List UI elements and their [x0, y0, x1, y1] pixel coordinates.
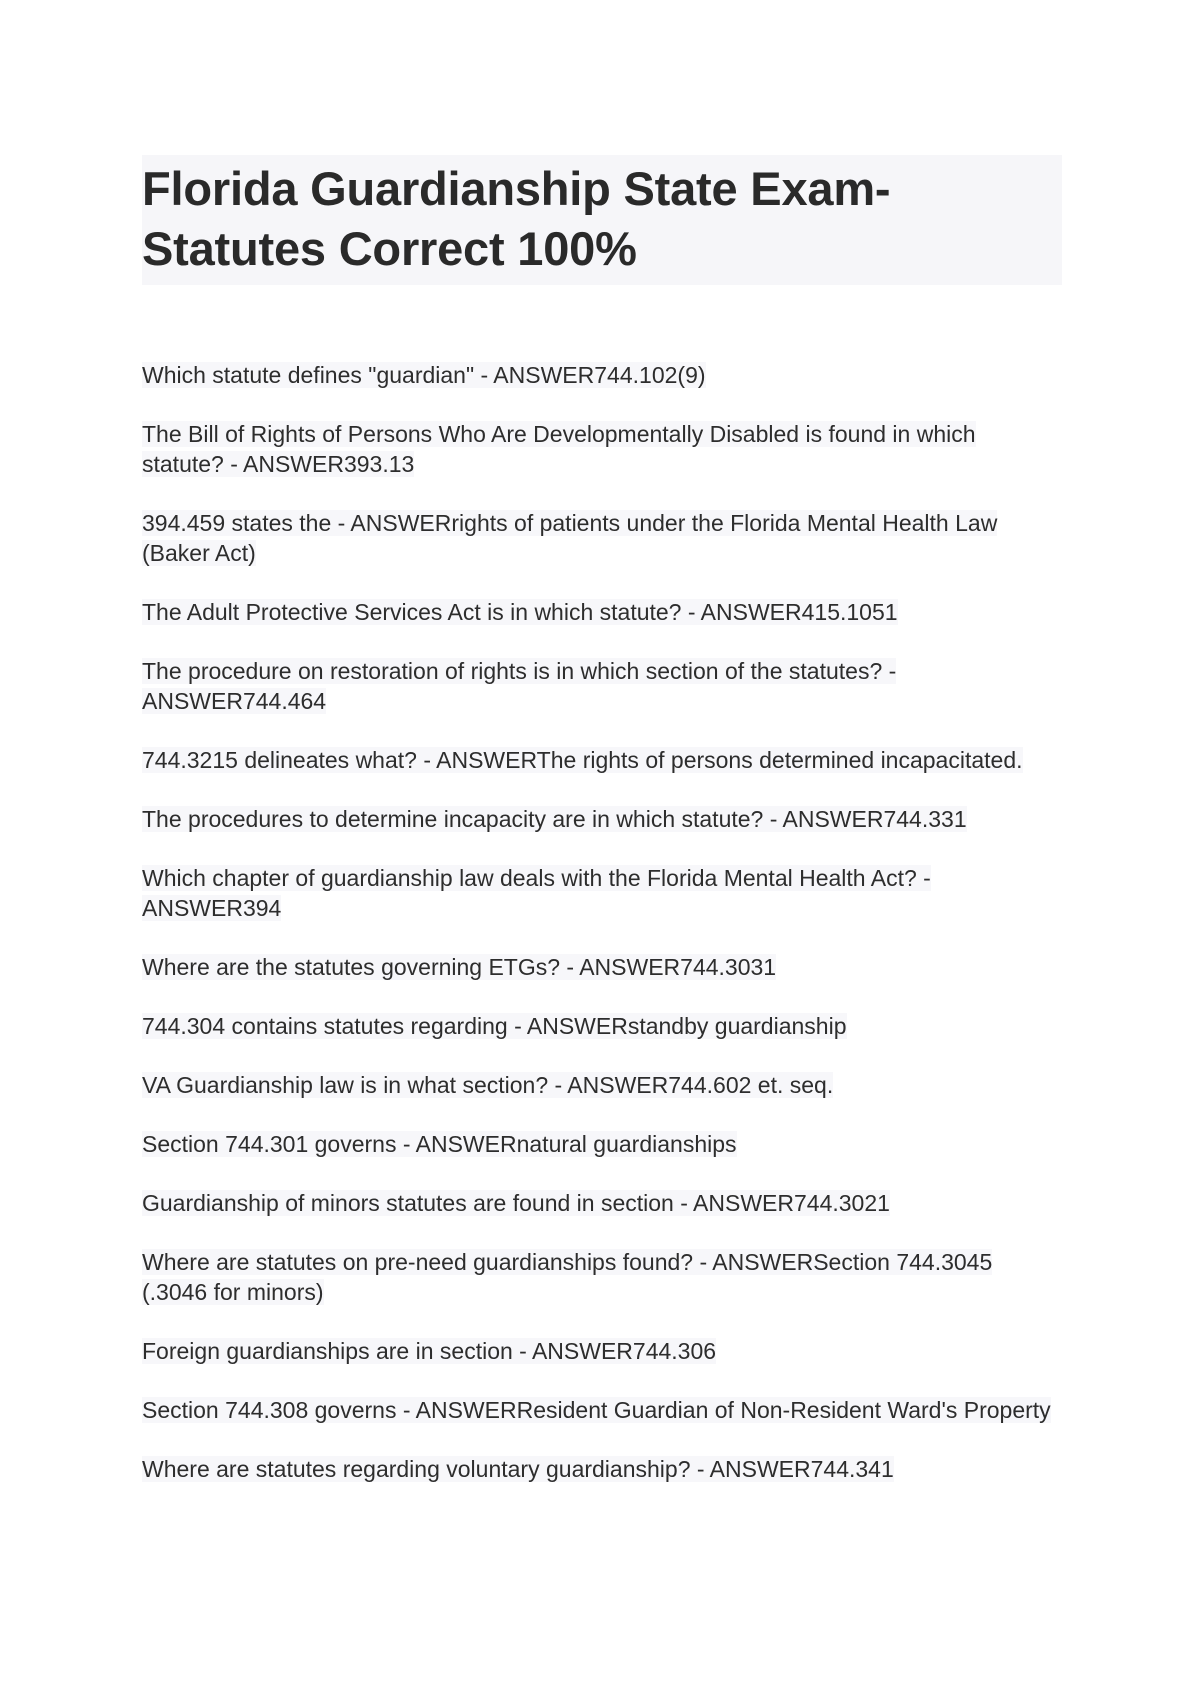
answer-separator: - ANSWER: [681, 599, 802, 625]
qa-highlight: [142, 658, 896, 714]
answer-text: rights of patients under the Florida Mental Health Law (Baker Act): [142, 510, 998, 566]
qa-item: [142, 597, 1062, 627]
qa-item: [142, 419, 1062, 479]
question-text: Section 744.301 governs: [142, 1131, 397, 1157]
answer-separator: - ANSWER: [416, 747, 537, 773]
qa-item: [142, 952, 1062, 982]
answer-text: 744.464: [242, 688, 327, 714]
answer-separator: - ANSWER: [560, 954, 681, 980]
question-text: The procedure on restoration of rights is in which section of the statutes?: [142, 658, 883, 684]
qa-highlight: [142, 1013, 847, 1039]
answer-text: 744.3031: [680, 954, 777, 980]
answer-text: 744.341: [810, 1456, 894, 1482]
answer-text: 744.602 et. seq.: [668, 1072, 834, 1098]
qa-item: [142, 1188, 1062, 1218]
answer-separator: - ANSWER: [693, 1249, 814, 1275]
question-text: The Adult Protective Services Act is in which statute?: [142, 599, 682, 625]
answer-text: 744.102(9): [594, 362, 706, 388]
document-title: [142, 159, 1062, 279]
title-block: [142, 155, 1062, 285]
answer-text: The rights of persons determined incapacitated.: [536, 747, 1023, 773]
question-text: Section 744.308 governs: [142, 1397, 397, 1423]
qa-highlight: [142, 1397, 1051, 1423]
question-text: VA Guardianship law is in what section?: [142, 1072, 549, 1098]
qa-highlight: [142, 362, 706, 388]
question-text: The procedures to determine incapacity are in which statute?: [142, 806, 764, 832]
qa-item: [142, 360, 1062, 390]
answer-text: 744.331: [883, 806, 967, 832]
question-text: 394.459 states the: [142, 510, 332, 536]
qa-highlight: [142, 1131, 737, 1157]
qa-item: [142, 1070, 1062, 1100]
qa-item: [142, 1011, 1062, 1041]
question-text: Where are the statutes governing ETGs?: [142, 954, 561, 980]
qa-highlight: [142, 747, 1023, 773]
answer-separator: - ANSWER: [331, 510, 452, 536]
qa-highlight: [142, 1338, 716, 1364]
qa-item: [142, 508, 1062, 568]
answer-separator: - ANSWER: [690, 1456, 811, 1482]
question-text: Guardianship of minors statutes are found in section: [142, 1190, 674, 1216]
qa-item: [142, 804, 1062, 834]
answer-text: 415.1051: [801, 599, 898, 625]
answer-text: Resident Guardian of Non-Resident Ward's Property: [516, 1397, 1051, 1423]
qa-highlight: [142, 510, 997, 566]
qa-highlight: [142, 1456, 894, 1482]
qa-highlight: [142, 954, 776, 980]
qa-item: [142, 1395, 1062, 1425]
question-text: Where are statutes regarding voluntary guardianship?: [142, 1456, 691, 1482]
qa-highlight: [142, 421, 976, 477]
qa-highlight: [142, 1072, 833, 1098]
qa-highlight: [142, 865, 931, 921]
answer-separator: - ANSWER: [223, 451, 344, 477]
answer-text: standby guardianship: [627, 1013, 847, 1039]
qa-item: [142, 1129, 1062, 1159]
title-line-2: Statutes Correct 100%: [142, 222, 637, 275]
qa-item: [142, 656, 1062, 716]
question-text: 744.3215 delineates what?: [142, 747, 417, 773]
answer-separator: - ANSWER: [507, 1013, 628, 1039]
qa-item: [142, 863, 1062, 923]
question-text: Which statute defines "guardian": [142, 362, 475, 388]
answer-text: 393.13: [343, 451, 415, 477]
answer-separator: - ANSWER: [474, 362, 595, 388]
answer-separator: - ANSWER: [142, 865, 931, 921]
answer-separator: - ANSWER: [396, 1131, 517, 1157]
answer-separator: - ANSWER: [396, 1397, 517, 1423]
answer-separator: - ANSWER: [673, 1190, 794, 1216]
answer-text: Section 744.3045 (.3046 for minors): [142, 1249, 993, 1305]
qa-highlight: [142, 599, 898, 625]
question-text: 744.304 contains statutes regarding: [142, 1013, 508, 1039]
qa-item: [142, 1247, 1062, 1307]
question-text: The Bill of Rights of Persons Who Are Developmentally Disabled is found in which statute?: [142, 421, 976, 477]
answer-text: 744.3021: [793, 1190, 890, 1216]
qa-list: [142, 360, 1062, 1513]
title-line-1: Florida Guardianship State Exam-: [142, 162, 891, 215]
answer-text: 394: [242, 895, 282, 921]
answer-separator: - ANSWER: [512, 1338, 633, 1364]
qa-highlight: [142, 1190, 890, 1216]
qa-highlight: [142, 806, 967, 832]
qa-item: [142, 745, 1062, 775]
qa-item: [142, 1336, 1062, 1366]
question-text: Foreign guardianships are in section: [142, 1338, 513, 1364]
answer-text: 744.306: [632, 1338, 717, 1364]
qa-item: [142, 1454, 1062, 1484]
answer-separator: - ANSWER: [763, 806, 884, 832]
answer-separator: - ANSWER: [142, 658, 897, 714]
answer-text: natural guardianships: [516, 1131, 737, 1157]
question-text: Where are statutes on pre-need guardianships found?: [142, 1249, 694, 1275]
answer-separator: - ANSWER: [548, 1072, 669, 1098]
qa-highlight: [142, 1249, 992, 1305]
question-text: Which chapter of guardianship law deals with the Florida Mental Health Act?: [142, 865, 917, 891]
